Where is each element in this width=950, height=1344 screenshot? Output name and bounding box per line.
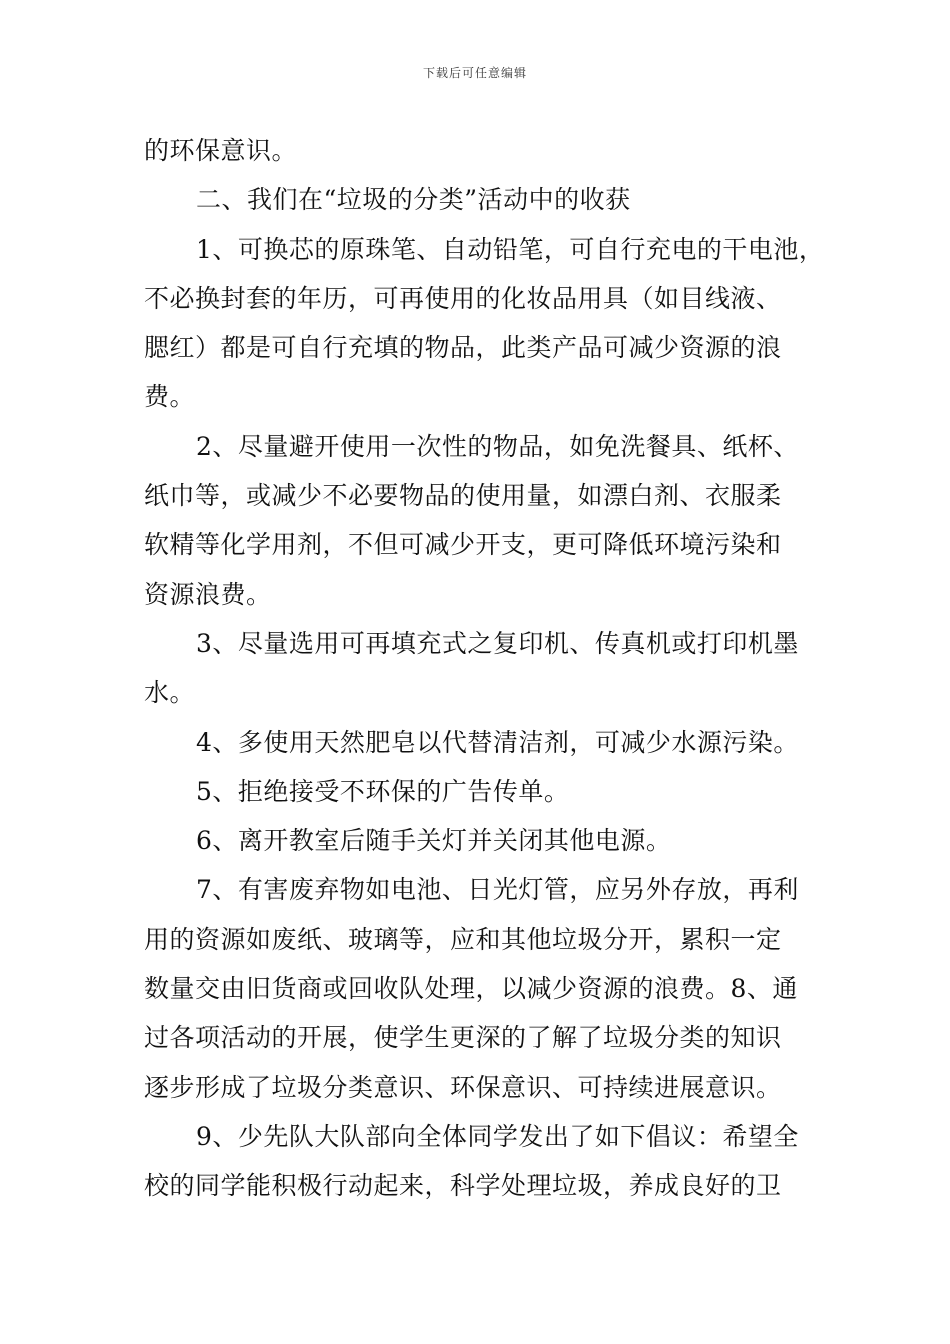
text-line: 纸巾等，或减少不必要物品的使用量，如漂白剂、衣服柔 <box>144 481 782 511</box>
text-line: 资源浪费。 <box>144 579 272 609</box>
text-line: 9、少先队大队部向全体同学发出了如下倡议：希望全 <box>196 1121 799 1151</box>
page-header-note: 下载后可任意编辑 <box>422 66 527 80</box>
text-line: 3、尽量选用可再填充式之复印机、传真机或打印机墨 <box>196 628 799 658</box>
text-line: 费。 <box>144 382 196 412</box>
body-text <box>144 126 825 1211</box>
text-line: 腮红）都是可自行充填的物品，此类产品可减少资源的浪 <box>144 333 782 363</box>
text-line: 7、有害废弃物如电池、日光灯管，应另外存放，再利 <box>196 875 799 905</box>
text-line: 逐步形成了垃圾分类意识、环保意识、可持续进展意识。 <box>144 1072 782 1102</box>
text-line: 4、多使用天然肥皂以代替清洁剂，可减少水源污染。 <box>196 727 799 757</box>
text-line: 2、尽量避开使用一次性的物品，如免洗餐具、纸杯、 <box>196 431 799 461</box>
text-line: 6、离开教室后随手关灯并关闭其他电源。 <box>196 826 672 856</box>
text-line: 5、拒绝接受不环保的广告传单。 <box>196 776 570 806</box>
text-line: 过各项活动的开展，使学生更深的了解了垃圾分类的知识 <box>144 1023 782 1053</box>
text-line: 数量交由旧货商或回收队处理，以减少资源的浪费。8、通 <box>144 974 798 1004</box>
text-line: 用的资源如废纸、玻璃等，应和其他垃圾分开，累积一定 <box>144 924 782 954</box>
text-line: 软精等化学用剂，不但可减少开支，更可降低环境污染和 <box>144 530 782 560</box>
text-line: 校的同学能积极行动起来，科学处理垃圾，养成良好的卫 <box>144 1171 782 1201</box>
text-line: 1、可换芯的原珠笔、自动铅笔，可自行充电的干电池， <box>196 234 825 264</box>
text-line: 不必换封套的年历，可再使用的化妆品用具（如目线液、 <box>144 283 782 313</box>
section-heading: 二、我们在“垃圾的分类”活动中的收获 <box>196 185 631 215</box>
text-line: 水。 <box>144 678 196 708</box>
text-line: 的环保意识。 <box>144 136 298 165</box>
